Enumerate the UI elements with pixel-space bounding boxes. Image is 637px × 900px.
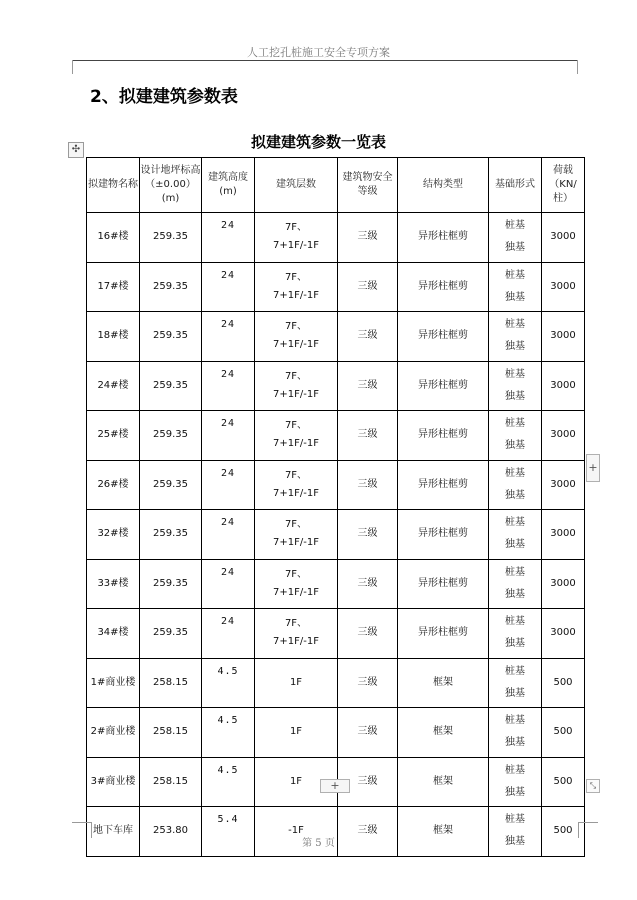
cell-floors <box>255 213 338 263</box>
table-body <box>87 213 585 857</box>
cell-safety-grade: 三级 <box>338 658 398 708</box>
floors-line-2: 7+1F/-1F <box>273 388 319 400</box>
cell-elevation: 259.35 <box>140 312 202 362</box>
page-header: 人工挖孔桩施工安全专项方案 <box>247 46 390 59</box>
cell-safety-grade: 三级 <box>338 708 398 758</box>
cell-load: 500 <box>542 708 585 758</box>
foundation-line-2: 独基 <box>505 539 525 551</box>
cell-load: 3000 <box>542 510 585 560</box>
table-title: 拟建建筑参数一览表 <box>250 133 386 151</box>
foundation-line-1: 桩基 <box>505 616 525 628</box>
cell-foundation <box>489 559 542 609</box>
cell-safety-grade: 三级 <box>338 312 398 362</box>
cell-name: 16#楼 <box>87 213 140 263</box>
table-row <box>87 658 585 708</box>
cell-floors <box>255 658 338 708</box>
cell-elevation: 259.35 <box>140 510 202 560</box>
cell-floors <box>255 510 338 560</box>
cell-structure: 异形柱框剪 <box>398 609 489 659</box>
table-row <box>87 213 585 263</box>
floors-line-2: 7+1F/-1F <box>273 487 319 499</box>
table-header-row <box>87 158 585 213</box>
cell-structure: 框架 <box>398 757 489 807</box>
table-move-handle-icon[interactable]: ✣ <box>68 142 84 158</box>
cell-height: 24 <box>202 559 255 609</box>
cell-name: 2#商业楼 <box>87 708 140 758</box>
cell-load: 3000 <box>542 361 585 411</box>
foundation-line-1: 桩基 <box>505 269 525 281</box>
header-cell-name: 拟建物名称 <box>87 158 140 213</box>
building-parameter-table <box>86 157 585 857</box>
cell-height: 24 <box>202 460 255 510</box>
add-row-button[interactable]: + <box>320 779 350 793</box>
cell-elevation: 259.35 <box>140 559 202 609</box>
cell-height: 5.4 <box>202 807 255 857</box>
cell-name: 25#楼 <box>87 411 140 461</box>
foundation-line-2: 独基 <box>505 687 525 699</box>
table-resize-handle-icon[interactable]: ⤡ <box>586 779 600 793</box>
cell-name: 18#楼 <box>87 312 140 362</box>
cell-safety-grade: 三级 <box>338 361 398 411</box>
foundation-line-2: 独基 <box>505 390 525 402</box>
foundation-line-2: 独基 <box>505 341 525 353</box>
cell-name: 地下车库 <box>87 807 140 857</box>
header-cell-height: 建筑高度(m) <box>202 158 255 213</box>
floors-line-2: 7+1F/-1F <box>273 289 319 301</box>
table-row <box>87 559 585 609</box>
cell-load: 3000 <box>542 460 585 510</box>
cell-foundation <box>489 411 542 461</box>
cell-floors <box>255 559 338 609</box>
foundation-line-1: 桩基 <box>505 566 525 578</box>
foundation-line-2: 独基 <box>505 440 525 452</box>
table-row <box>87 312 585 362</box>
foundation-line-1: 桩基 <box>505 467 525 479</box>
header-cell-floors: 建筑层数 <box>255 158 338 213</box>
table-row <box>87 262 585 312</box>
cell-load: 3000 <box>542 559 585 609</box>
floors-line-1: 7F、 <box>284 519 308 531</box>
cell-load: 3000 <box>542 262 585 312</box>
cell-foundation <box>489 312 542 362</box>
cell-structure: 异形柱框剪 <box>398 510 489 560</box>
floors-line-2: 7+1F/-1F <box>273 636 319 648</box>
floors-line-1: 7F、 <box>284 370 308 382</box>
foundation-line-1: 桩基 <box>505 517 525 529</box>
add-column-button[interactable]: + <box>586 454 600 482</box>
floors-line-2: 7+1F/-1F <box>273 586 319 598</box>
foundation-line-1: 桩基 <box>505 814 525 826</box>
floors-line-1: 7F、 <box>284 321 308 333</box>
foundation-line-2: 独基 <box>505 242 525 254</box>
cell-foundation <box>489 708 542 758</box>
foundation-line-2: 独基 <box>505 836 525 848</box>
header-cell-safety-grade: 建筑物安全等级 <box>338 158 398 213</box>
section-heading: 2、拟建建筑参数表 <box>90 87 238 107</box>
margin-mark-top-right <box>577 60 600 74</box>
cell-safety-grade: 三级 <box>338 213 398 263</box>
cell-elevation: 259.35 <box>140 262 202 312</box>
foundation-line-2: 独基 <box>505 291 525 303</box>
foundation-line-1: 桩基 <box>505 368 525 380</box>
cell-safety-grade: 三级 <box>338 262 398 312</box>
cell-safety-grade: 三级 <box>338 510 398 560</box>
cell-foundation <box>489 658 542 708</box>
cell-elevation: 253.80 <box>140 807 202 857</box>
cell-elevation: 259.35 <box>140 609 202 659</box>
floors-line-1: 7F、 <box>284 618 308 630</box>
cell-height: 24 <box>202 262 255 312</box>
foundation-line-1: 桩基 <box>505 220 525 232</box>
cell-structure: 异形柱框剪 <box>398 312 489 362</box>
foundation-line-1: 桩基 <box>505 418 525 430</box>
cell-floors <box>255 460 338 510</box>
cell-floors <box>255 262 338 312</box>
foundation-line-1: 桩基 <box>505 764 525 776</box>
cell-foundation <box>489 460 542 510</box>
cell-structure: 异形柱框剪 <box>398 559 489 609</box>
margin-mark-top-left <box>72 60 95 74</box>
cell-name: 24#楼 <box>87 361 140 411</box>
cell-name: 3#商业楼 <box>87 757 140 807</box>
floors-line-1: -1F <box>288 825 304 837</box>
cell-height: 24 <box>202 609 255 659</box>
cell-elevation: 259.35 <box>140 411 202 461</box>
cell-safety-grade: 三级 <box>338 411 398 461</box>
cell-elevation: 258.15 <box>140 658 202 708</box>
header-cell-load: 荷载（KN/柱） <box>542 158 585 213</box>
cell-floors <box>255 609 338 659</box>
floors-line-2: 7+1F/-1F <box>273 537 319 549</box>
floors-line-1: 1F <box>289 676 303 688</box>
cell-structure: 框架 <box>398 708 489 758</box>
cell-name: 17#楼 <box>87 262 140 312</box>
cell-structure: 异形柱框剪 <box>398 460 489 510</box>
foundation-line-2: 独基 <box>505 489 525 501</box>
cell-structure: 异形柱框剪 <box>398 262 489 312</box>
cell-foundation <box>489 510 542 560</box>
floors-line-1: 7F、 <box>284 420 308 432</box>
table-row <box>87 361 585 411</box>
header-cell-elevation: 设计地坪标高（±0.00）(m) <box>140 158 202 213</box>
page-number: 第 5 页 <box>302 838 335 849</box>
header-cell-foundation: 基础形式 <box>489 158 542 213</box>
table-row <box>87 609 585 659</box>
cell-elevation: 259.35 <box>140 213 202 263</box>
cell-load: 3000 <box>542 213 585 263</box>
cell-load: 3000 <box>542 609 585 659</box>
table-row <box>87 411 585 461</box>
cell-foundation <box>489 757 542 807</box>
cell-load: 500 <box>542 658 585 708</box>
floors-line-1: 7F、 <box>284 222 308 234</box>
cell-safety-grade: 三级 <box>338 807 398 857</box>
cell-load: 3000 <box>542 411 585 461</box>
cell-height: 24 <box>202 312 255 362</box>
cell-load: 3000 <box>542 312 585 362</box>
cell-foundation <box>489 361 542 411</box>
floors-line-1: 7F、 <box>284 568 308 580</box>
cell-height: 4.5 <box>202 708 255 758</box>
cell-name: 1#商业楼 <box>87 658 140 708</box>
cell-structure: 框架 <box>398 658 489 708</box>
floors-line-2: 7+1F/-1F <box>273 339 319 351</box>
cell-floors <box>255 708 338 758</box>
floors-line-1: 1F <box>289 775 303 787</box>
cell-structure: 异形柱框剪 <box>398 411 489 461</box>
foundation-line-1: 桩基 <box>505 715 525 727</box>
cell-height: 24 <box>202 361 255 411</box>
cell-name: 34#楼 <box>87 609 140 659</box>
cell-height: 24 <box>202 213 255 263</box>
cell-foundation <box>489 213 542 263</box>
foundation-line-2: 独基 <box>505 638 525 650</box>
cell-elevation: 259.35 <box>140 361 202 411</box>
cell-name: 32#楼 <box>87 510 140 560</box>
cell-height: 24 <box>202 510 255 560</box>
cell-elevation: 258.15 <box>140 757 202 807</box>
cell-name: 33#楼 <box>87 559 140 609</box>
floors-line-2: 7+1F/-1F <box>273 438 319 450</box>
cell-floors <box>255 312 338 362</box>
cell-safety-grade: 三级 <box>338 460 398 510</box>
cell-floors <box>255 411 338 461</box>
table-row <box>87 510 585 560</box>
cell-height: 4.5 <box>202 757 255 807</box>
floors-line-1: 1F <box>289 726 303 738</box>
cell-elevation: 259.35 <box>140 460 202 510</box>
floors-line-1: 7F、 <box>284 271 308 283</box>
cell-structure: 异形柱框剪 <box>398 213 489 263</box>
foundation-line-2: 独基 <box>505 786 525 798</box>
cell-foundation <box>489 262 542 312</box>
cell-load: 500 <box>542 807 585 857</box>
header-cell-structure: 结构类型 <box>398 158 489 213</box>
header-rule <box>72 60 578 61</box>
cell-elevation: 258.15 <box>140 708 202 758</box>
cell-height: 24 <box>202 411 255 461</box>
table-row <box>87 460 585 510</box>
foundation-line-2: 独基 <box>505 737 525 749</box>
cell-foundation <box>489 609 542 659</box>
cell-structure: 异形柱框剪 <box>398 361 489 411</box>
cell-load: 500 <box>542 757 585 807</box>
floors-line-2: 7+1F/-1F <box>273 240 319 252</box>
foundation-line-1: 桩基 <box>505 665 525 677</box>
foundation-line-2: 独基 <box>505 588 525 600</box>
cell-height: 4.5 <box>202 658 255 708</box>
cell-floors <box>255 361 338 411</box>
foundation-line-1: 桩基 <box>505 319 525 331</box>
table-row <box>87 708 585 758</box>
cell-safety-grade: 三级 <box>338 757 398 807</box>
floors-line-1: 7F、 <box>284 469 308 481</box>
cell-safety-grade: 三级 <box>338 609 398 659</box>
cell-structure: 框架 <box>398 807 489 857</box>
cell-safety-grade: 三级 <box>338 559 398 609</box>
cell-name: 26#楼 <box>87 460 140 510</box>
